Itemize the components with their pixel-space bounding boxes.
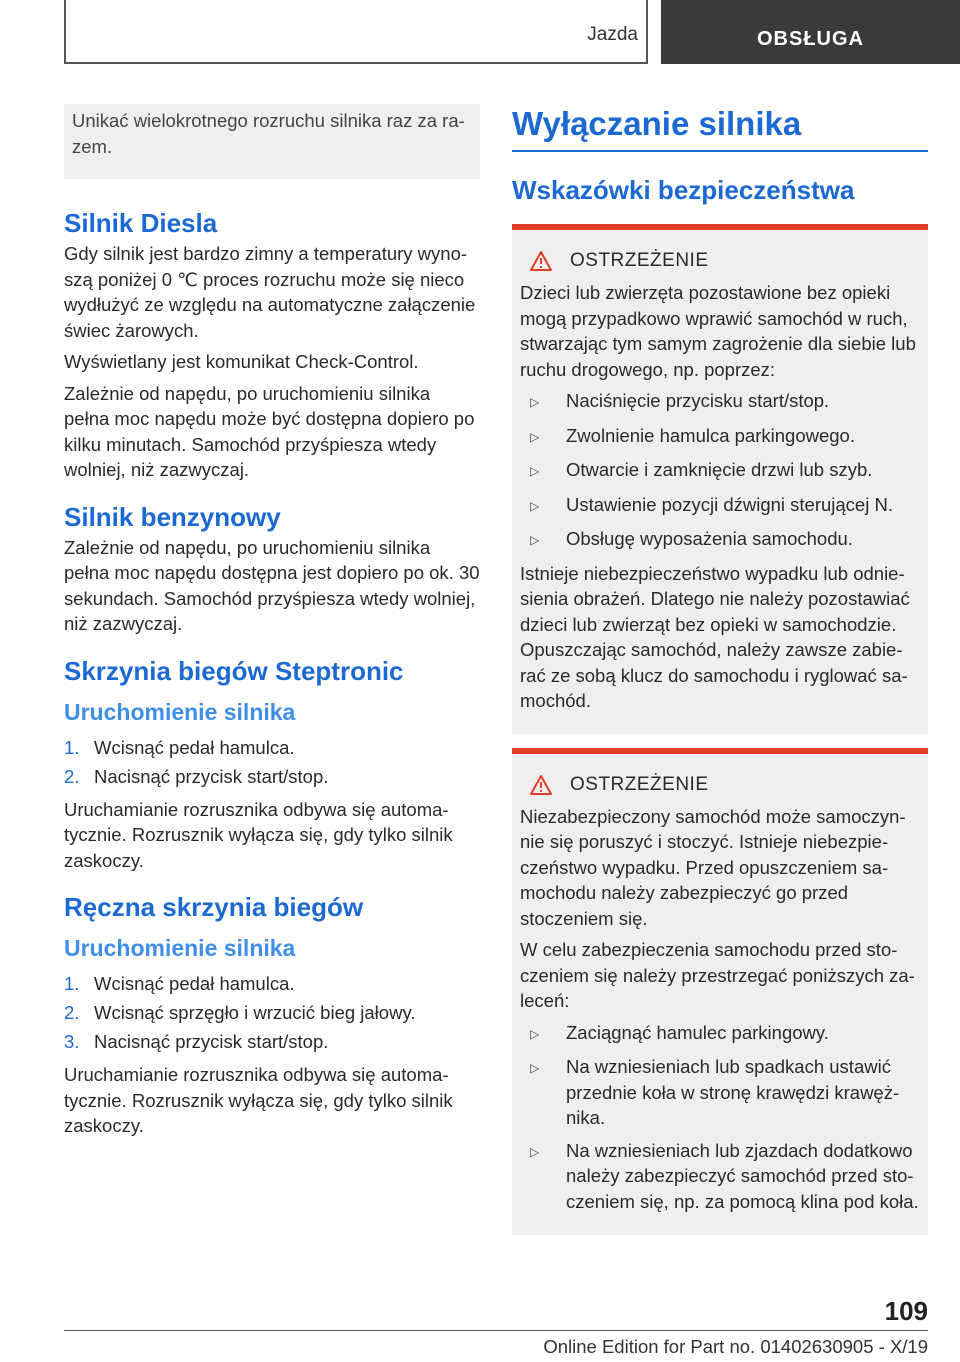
list-item: 3. Nacisnąć przycisk start/stop. (64, 1031, 329, 1052)
bullet-triangle-icon: ▷ (530, 1026, 540, 1041)
steptronic-paragraph-1: Uruchamianie rozrusznika odbywa się automatycznie. Rozrusznik wyłącza się, gdy tylko silnik zaskoczy. (64, 798, 453, 871)
heading-steptronic: Skrzynia biegów Steptronic (64, 655, 404, 686)
subheading-manual-start: Uruchomienie silnika (64, 935, 296, 961)
list-item: ▷ Zwolnienie hamulca parkingowego. (520, 423, 920, 451)
diesel-paragraph-3: Zależnie od napędu, po uruchomieniu silnika pełna moc napędu może być dostępna dopiero po kilku minutach. Samochód przyśpiesza wtedy wolniej, niż zazwyczaj. (64, 382, 475, 480)
heading-diesel: Silnik Diesla (64, 208, 218, 238)
diesel-paragraph-2: Wyświetlany jest komunikat Check-Control. (64, 351, 419, 372)
bullet-triangle-icon: ▷ (530, 1144, 540, 1159)
list-item: ▷ Na wzniesieniach lub spadkach ustawić przednie koła w stronę krawędzi krawężnika. (520, 1054, 920, 1131)
bullet-triangle-icon: ▷ (530, 498, 540, 513)
note-text: Unikać wielokrotnego rozruchu silnika raz za razem. (72, 110, 465, 157)
list-item: ▷ Naciśnięcie przycisku start/stop. (520, 388, 920, 416)
list-item: ▷ Otwarcie i zamknięcie drzwi lub szyb. (520, 457, 920, 485)
manual-paragraph-1: Uruchamianie rozrusznika odbywa się automatycznie. Rozrusznik wyłącza się, gdy tylko silnik zaskoczy. (64, 1064, 453, 1136)
list-item: ▷ Ustawienie pozycji dźwigni sterującej N. (520, 492, 920, 520)
list-item: ▷ Obsługę wyposażenia samochodu. (520, 526, 920, 554)
bullet-triangle-icon: ▷ (530, 464, 540, 478)
list-item: 2. Nacisnąć przycisk start/stop. (64, 765, 329, 787)
warning2-paragraph-2: W celu zabezpieczenia samochodu przed stoczeniem się należy przestrzegać poniższych zaleceń: (520, 939, 915, 1011)
diesel-paragraph-1: Gdy silnik jest bardzo zimny a temperatury wynoszą poniżej 0 ℃ proces rozruchu może się nieco wydłużyć ze względu na automatyczne załączenie świec żarowych. (64, 243, 476, 341)
warning1-list (520, 388, 920, 554)
list-item: 2. Wcisnąć sprzęgło i wrzucić bieg jałowy. (64, 1002, 416, 1023)
right-column (512, 104, 928, 1249)
header-section-title: Jazda (587, 24, 638, 45)
header-frame (64, 0, 648, 64)
warning-box-2 (512, 748, 928, 1236)
bullet-triangle-icon: ▷ (530, 1061, 540, 1075)
warning-triangle-icon (530, 775, 552, 795)
heading-engine-off: Wyłączanie silnika (512, 104, 928, 152)
warning-title-1: OSTRZEŻENIE (530, 250, 920, 272)
warning-triangle-icon (530, 251, 552, 271)
manual-steps (64, 969, 480, 1056)
footer-divider (64, 1330, 928, 1331)
heading-manual: Ręczna skrzynia biegów (64, 892, 364, 922)
bullet-triangle-icon: ▷ (530, 395, 540, 409)
warning1-paragraph-2: Istnieje niebezpieczeństwo wypadku lub odniesienia obrażeń. Dlatego nie należy pozostawiać dzieci lub zwierząt bez opieki w samochodzie. Opuszczając samochód, należy zawsze zabierać ze sobą klucz do samochodu i ryglować samochód. (520, 562, 910, 711)
warning2-list (520, 1020, 920, 1215)
list-item: ▷ Zaciągnąć hamulec parkingowy. (520, 1020, 920, 1048)
list-item: 1. Wcisnąć pedał hamulca. (64, 973, 295, 994)
warning-title-2: OSTRZEŻENIE (530, 774, 920, 796)
note-box (64, 104, 480, 179)
bullet-triangle-icon: ▷ (530, 429, 540, 444)
subheading-steptronic-start: Uruchomienie silnika (64, 698, 296, 725)
list-item: 1. Wcisnąć pedał hamulca. (64, 736, 295, 758)
warning1-paragraph-1: Dzieci lub zwierzęta pozostawione bez opieki mogą przypadkowo wprawić samochód w ruch, stwarzając tym samym zagrożenie dla siebie lub ruchu drogowego, np. poprzez: (520, 282, 916, 380)
page-number: 109 (884, 1296, 928, 1326)
footer-edition: Online Edition for Part no. 01402630905 - X/19 (543, 1336, 928, 1357)
heading-petrol: Silnik benzynowy (64, 501, 281, 532)
warning2-paragraph-1: Niezabezpieczony samochód może samoczynnie się poruszyć i stoczyć. Istnieje niebezpieczeństwo wypadku. Przed opuszczeniem samochodu należy zabezpieczyć go przed stoczeniem się. (520, 805, 906, 929)
heading-safety: Wskazówki bezpieczeństwa (512, 175, 855, 205)
steptronic-steps (64, 733, 480, 791)
warning-box-1 (512, 224, 928, 734)
left-column (64, 104, 480, 1145)
header-chapter-tab: OBSŁUGA (661, 0, 960, 64)
list-item: ▷ Na wzniesieniach lub zjazdach dodatkowo należy zabezpieczyć samochód przed stoczeniem się, np. za pomocą klina pod koła. (520, 1138, 920, 1215)
petrol-paragraph-1: Zależnie od napędu, po uruchomieniu silnika pełna moc napędu dostępna jest dopiero po ok. 30 sekundach. Samochód przyśpiesza wtedy wolniej, niż zazwyczaj. (64, 536, 480, 634)
bullet-triangle-icon: ▷ (530, 533, 540, 547)
